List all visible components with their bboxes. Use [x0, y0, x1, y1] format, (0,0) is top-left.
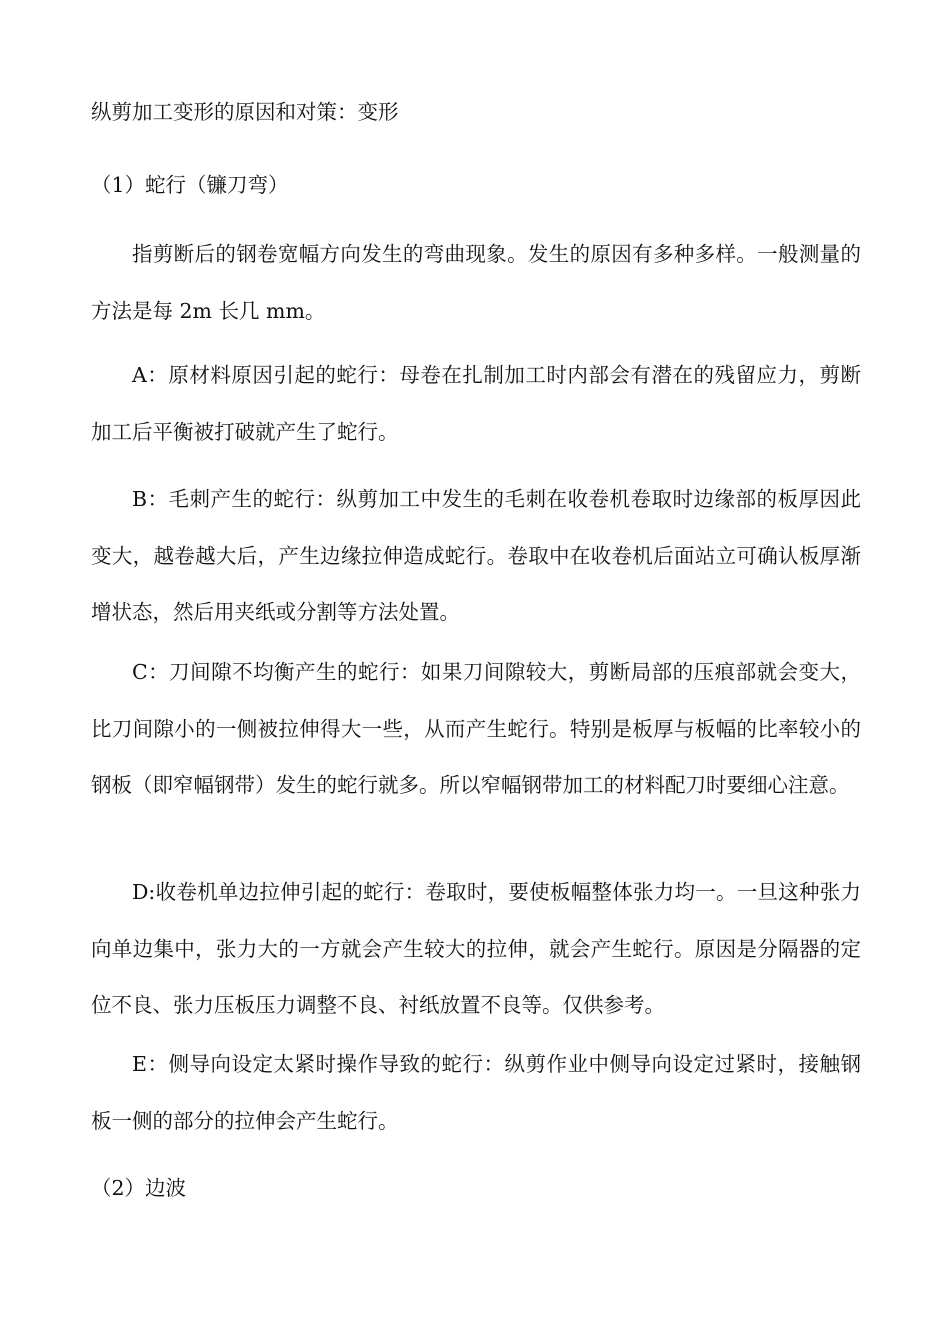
- paragraph-cause-b: B：毛刺产生的蛇行：纵剪加工中发生的毛刺在收卷机卷取时边缘部的板厚因此变大，越卷越大后，产生边缘拉伸造成蛇行。卷取中在收卷机后面站立可确认板厚渐增状态，然后用夹纸或分割等方法处置。: [91, 487, 861, 624]
- paragraph-definition: 指剪断后的钢卷宽幅方向发生的弯曲现象。发生的原因有多种多样。一般测量的方法是每 2m 长几 mm。: [91, 242, 861, 323]
- document-title: 纵剪加工变形的原因和对策：变形: [91, 100, 399, 124]
- section-heading-edge-wave: （2）边波: [91, 1176, 187, 1200]
- paragraph-cause-a: A：原材料原因引起的蛇行：母卷在扎制加工时内部会有潜在的残留应力，剪断加工后平衡被打破就产生了蛇行。: [91, 363, 861, 444]
- paragraph-cause-e: E：侧导向设定太紧时操作导致的蛇行：纵剪作业中侧导向设定过紧时，接触钢板一侧的部分的拉伸会产生蛇行。: [91, 1052, 861, 1133]
- paragraph-cause-d: D:收卷机单边拉伸引起的蛇行：卷取时，要使板幅整体张力均一。一旦这种张力向单边集中，张力大的一方就会产生较大的拉伸，就会产生蛇行。原因是分隔器的定位不良、张力压板压力调整不良、衬纸放置不良等。仅供参考。: [91, 880, 861, 1017]
- section-heading-snaking: （1）蛇行（镰刀弯）: [91, 173, 289, 197]
- paragraph-cause-c: C：刀间隙不均衡产生的蛇行：如果刀间隙较大，剪断局部的压痕部就会变大，比刀间隙小的一侧被拉伸得大一些，从而产生蛇行。特别是板厚与板幅的比率较小的钢板（即窄幅钢带）发生的蛇行就多。所以窄幅钢带加工的材料配刀时要细心注意。: [91, 660, 861, 797]
